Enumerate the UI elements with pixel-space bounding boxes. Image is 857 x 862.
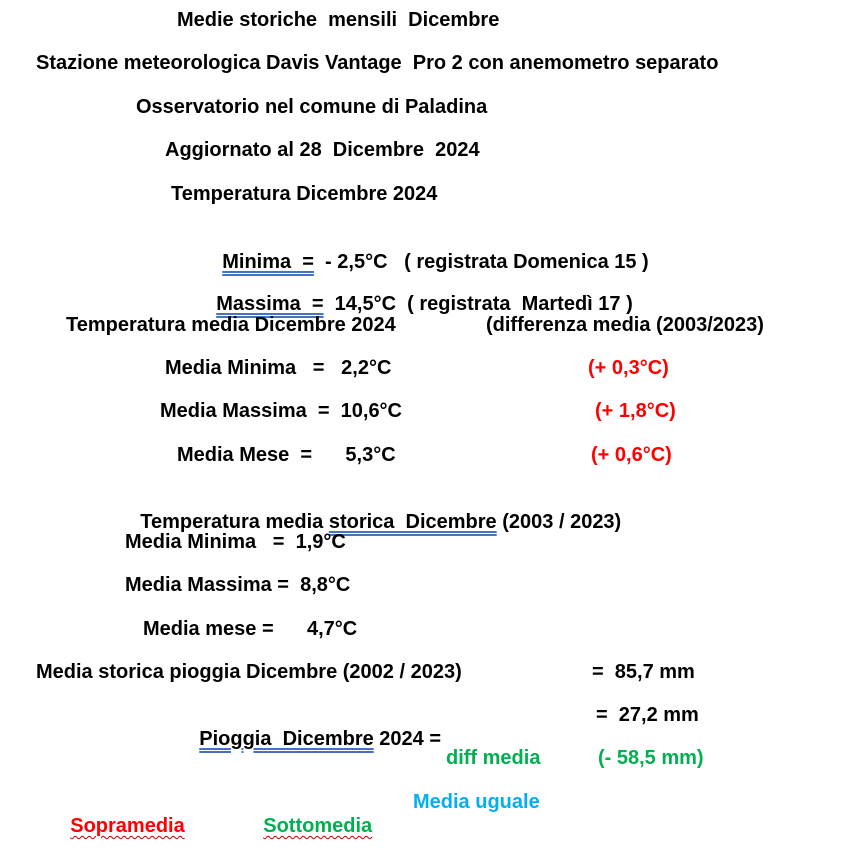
temp-storica-prefix: Temperatura media <box>140 511 329 533</box>
legend-sottomedia-label: Sottomedia <box>263 815 373 837</box>
temp-storica-link: storica Dicembre <box>328 511 497 533</box>
pioggia-diff-value: (- 58,5 mm) <box>598 747 704 769</box>
legend-sopramedia-label: Sopramedia <box>70 815 185 837</box>
storica-mese-row: Media mese = 4,7°C <box>143 618 358 640</box>
legend-sottomedia <box>241 790 372 862</box>
pioggia-current-label <box>177 703 441 775</box>
media-min-diff: (+ 0,3°C) <box>588 357 669 379</box>
media-min-row: Media Minima = 2,2°C <box>165 357 392 379</box>
pioggia-current-rest: 2024 = <box>373 728 442 750</box>
storica-max-row: Media Massima = 8,8°C <box>125 574 351 596</box>
temp-min-label: Minima = <box>222 251 314 273</box>
temp-media-heading: Temperatura media Dicembre 2024 <box>66 314 396 336</box>
station-info: Stazione meteorologica Davis Vantage Pro 2 con anemometro separato <box>36 52 719 74</box>
temp-current-heading: Temperatura Dicembre 2024 <box>171 183 438 205</box>
temp-max-value: 14,5°C ( registrata Martedì 17 ) <box>323 293 633 315</box>
doc-title: Medie storiche mensili Dicembre <box>177 9 500 31</box>
media-mese-row: Media Mese = 5,3°C <box>177 444 396 466</box>
temp-min-value: - 2,5°C ( registrata Domenica 15 ) <box>313 251 649 273</box>
storica-min-row: Media Minima = 1,9°C <box>125 531 346 553</box>
legend-sopramedia <box>48 790 185 862</box>
temp-media-diff-heading: (differenza media (2003/2023) <box>486 314 764 336</box>
pioggia-current-link: Pioggia Dicembre <box>199 728 374 750</box>
pioggia-current-value: = 27,2 mm <box>596 704 699 726</box>
media-max-row: Media Massima = 10,6°C <box>160 400 403 422</box>
pioggia-storica-value: = 85,7 mm <box>592 661 695 683</box>
media-max-diff: (+ 1,8°C) <box>595 400 676 422</box>
legend-media-uguale: Media uguale <box>413 791 540 813</box>
observatory-info: Osservatorio nel comune di Paladina <box>136 96 488 118</box>
media-mese-diff: (+ 0,6°C) <box>591 444 672 466</box>
pioggia-diff-label: diff media <box>446 747 541 769</box>
temp-max-label: Massima = <box>216 293 324 315</box>
updated-date: Aggiornato al 28 Dicembre 2024 <box>165 139 480 161</box>
temp-storica-suffix: (2003 / 2023) <box>496 511 622 533</box>
pioggia-storica-label: Media storica pioggia Dicembre (2002 / 2023) <box>36 661 462 683</box>
